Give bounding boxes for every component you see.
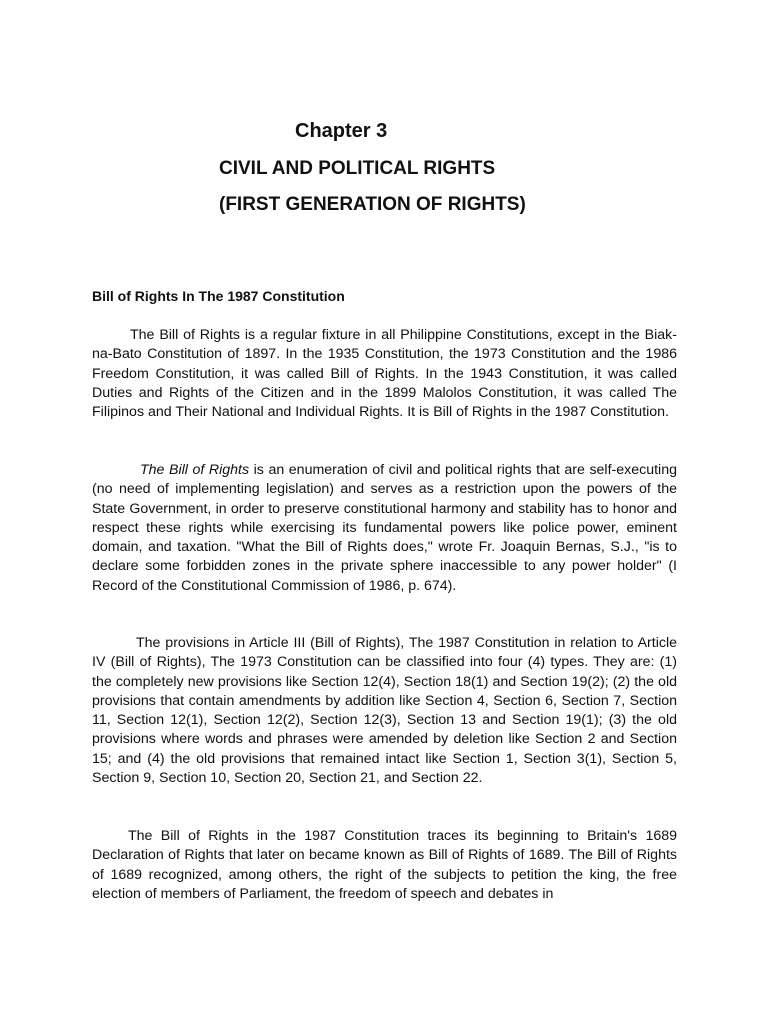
chapter-title: CIVIL AND POLITICAL RIGHTS (219, 158, 496, 179)
section-heading: Bill of Rights In The 1987 Constitution (92, 288, 345, 304)
paragraph-3: The provisions in Article III (Bill of Rights), The 1987 Constitution in relation to Article IV (Bill of Rights), The 1973 Constitution can be classified into four (4) types. They are: (1) the completely new provisions like Section 12(4), Section 18(1) and Section 19(2); (2) the old provisions that contain amendments by addition like Section 4, Section 6, Section 7, Section 11, Section 12(1), Section 12(2), Section 12(3), Section 13 and Section 19(1); (3) the old provisions where words and phrases were amended by deletion like Section 2 and Section 15; and (4) the old provisions that remained intact like Section 1, Section 3(1), Section 5, Section 9, Section 10, Section 20, Section 21, and Section 22. (92, 635, 677, 787)
paragraph-2-italic-lead: The Bill of Rights (140, 462, 250, 478)
paragraph-2-text: is an enumeration of civil and political rights that are self-executing (no need of implementing legislation) and serves as a restriction upon the powers of the State Government, in order to preserve constitutional harmony and stability has to honor and respect these rights while exercising its fundamental powers like police power, eminent domain, and taxation. "What the Bill of Rights does," wrote Fr. Joaquin Bernas, S.J., "is to declare some forbidden zones in the private sphere inaccessible to any power holder" (I Record of the Constitutional Commission of 1986, p. 674). (92, 462, 677, 594)
paragraph-1: The Bill of Rights is a regular fixture in all Philippine Constitutions, except in the Biak-na-Bato Constitution of 1897. In the 1935 Constitution, the 1973 Constitution and the 1986 Freedom Constitution, it was called Bill of Rights. In the 1943 Constitution, it was called Duties and Rights of the Citizen and in the 1899 Malolos Constitution, it was called The Filipinos and Their National and Individual Rights. It is Bill of Rights in the 1987 Constitution. (92, 327, 677, 421)
chapter-subtitle: (FIRST GENERATION OF RIGHTS) (219, 194, 526, 215)
chapter-number: Chapter 3 (295, 120, 388, 142)
paragraph-2 (92, 461, 677, 596)
paragraph-4: The Bill of Rights in the 1987 Constitution traces its beginning to Britain's 1689 Declaration of Rights that later on became known as Bill of Rights of 1689. The Bill of Rights of 1689 recognized, among others, the right of the subjects to petition the king, the free election of members of Parliament, the freedom of speech and debates in (92, 828, 677, 902)
